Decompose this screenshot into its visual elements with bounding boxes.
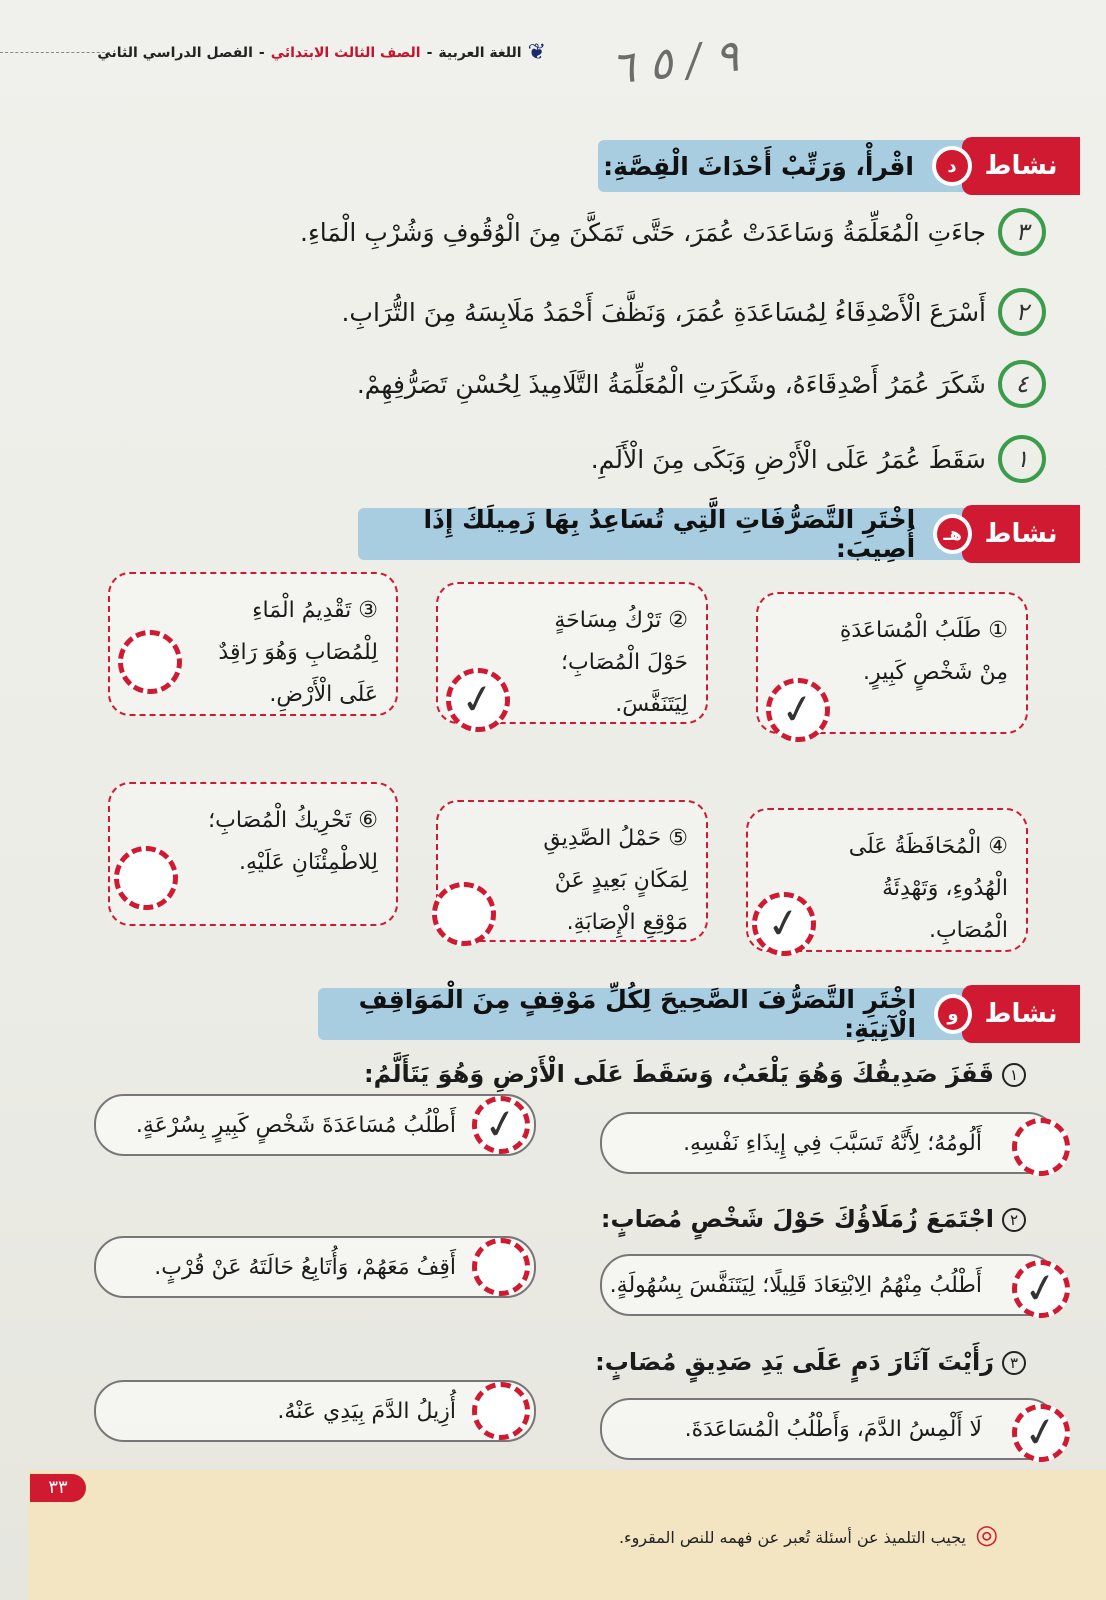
answer-circle[interactable] [766, 678, 830, 742]
activity-h-title: اخْتَرِ التَّصَرُّفَاتِ الَّتِي تُسَاعِدُ بِهَا زَمِيلَكَ إِذَا أُصِيبَ: [423, 505, 916, 563]
order-number-circle[interactable]: ٢ [998, 288, 1046, 336]
activity-w-band [318, 985, 1078, 1043]
activity-badge: نشاط [962, 505, 1080, 563]
choice-card-text: ⑥ تَحْرِيكُ الْمُصَابِ؛ لِلاطْمِئْنَانِ عَلَيْهِ. [208, 808, 378, 875]
question [364, 1060, 1026, 1088]
order-number-circle[interactable]: ١ [998, 435, 1046, 483]
option-pill [600, 1398, 1062, 1460]
activity-letter: د [932, 146, 972, 186]
check-mark-icon: ✓ [1020, 1263, 1062, 1315]
activity-d-band [598, 140, 1078, 192]
choice-card [746, 808, 1028, 952]
activity-w-title: اخْتَرِ التَّصَرُّفَ الصَّحِيحَ لِكُلِّ مَوْقِفٍ مِنَ الْمَوَاقِفِ الْآتِيَةِ: [358, 985, 917, 1043]
option-pill [94, 1380, 536, 1442]
choice-card-text: ⑤ حَمْلُ الصَّدِيقِ لِمَكَانٍ بَعِيدٍ عَنْ مَوْقِعِ الْإِصَابَةِ. [543, 826, 688, 935]
answer-circle[interactable] [114, 846, 178, 910]
header-term: الفصل الدراسي الثاني [97, 44, 253, 61]
option-pill [94, 1094, 536, 1156]
answer-circle[interactable] [752, 892, 816, 956]
header-sep: - [258, 44, 265, 61]
answer-circle[interactable] [472, 1238, 530, 1296]
choice-card [436, 800, 708, 942]
option-pill [600, 1112, 1058, 1174]
choice-card [436, 582, 708, 724]
activity-badge: نشاط [962, 985, 1080, 1043]
question [595, 1348, 1026, 1376]
order-number-circle[interactable]: ٤ [998, 360, 1046, 408]
order-item-text: أَسْرَعَ الْأَصْدِقَاءُ لِمُسَاعَدَةِ عُمَرَ، وَنَظَّفَ أَحْمَدُ مَلَابِسَهُ مِنَ التُّرَابِ. [341, 297, 986, 327]
order-item [300, 208, 1046, 256]
handwritten-note: ٩ / ٥ ٦ [608, 30, 742, 95]
check-mark-icon: ✓ [777, 684, 819, 736]
page-number: ٣٣ [30, 1474, 86, 1502]
activity-h-band [358, 505, 1078, 563]
activity-d-title: اقْرأْ، وَرَتِّبْ أَحْدَاثَ الْقِصَّةِ: [603, 151, 914, 181]
answer-circle[interactable] [1012, 1118, 1070, 1176]
option-pill [94, 1236, 536, 1298]
activity-letter: و [934, 994, 972, 1034]
question-number: ٣ [1002, 1351, 1026, 1375]
header-sep: - [426, 44, 433, 61]
header-grade: الصف الثالث الابتدائي [270, 44, 421, 61]
option-text: أَقِفُ مَعَهُمْ، وَأُتَابِعُ حَالَتَهُ عَنْ قُرْبٍ. [154, 1254, 456, 1280]
question-text: رَأَيْتَ آثَارَ دَمٍ عَلَى يَدِ صَدِيقٍ مُصَابٍ: [595, 1348, 994, 1376]
activity-badge: نشاط [962, 137, 1080, 195]
question-number: ٢ [1002, 1208, 1026, 1232]
question [601, 1205, 1026, 1233]
order-item-text: سَقَطَ عُمَرُ عَلَى الْأَرْضِ وَبَكَى مِنَ الْأَلَمِ. [590, 444, 986, 474]
answer-circle[interactable] [472, 1382, 530, 1440]
answer-circle[interactable] [472, 1096, 530, 1154]
choice-card [108, 782, 398, 926]
book-logo-icon: ❦ [527, 40, 546, 65]
choice-card [756, 592, 1028, 734]
option-text: لَا أَلْمِسُ الدَّمَ، وَأَطْلُبُ الْمُسَاعَدَةَ. [684, 1416, 982, 1442]
target-icon: ◎ [975, 1520, 998, 1550]
order-item [341, 288, 1046, 336]
order-item [591, 435, 1046, 483]
answer-circle[interactable] [1012, 1404, 1070, 1462]
check-mark-icon: ✓ [763, 898, 805, 950]
activity-letter: هـ [933, 514, 972, 554]
answer-circle[interactable] [1012, 1260, 1070, 1318]
check-mark-icon: ✓ [457, 674, 499, 726]
choice-card-text: ② تَرْكُ مِسَاحَةٍ حَوْلَ الْمُصَابِ؛ لِيَتَنَفَّسَ. [554, 608, 688, 717]
option-pill [600, 1254, 1062, 1316]
order-item-text: شَكَرَ عُمَرُ أَصْدِقَاءَهُ، وشَكَرَتِ الْمُعَلِّمَةُ التَّلَامِيذَ لِحُسْنِ تَصَرُّفِهِمْ. [356, 369, 986, 399]
option-text: أَلُومُهُ؛ لِأَنَّهُ تَسَبَّبَ فِي إِيذَاءِ نَفْسِهِ. [683, 1130, 982, 1156]
option-text: أَطْلُبُ مُسَاعَدَةَ شَخْصٍ كَبِيرٍ بِسُرْعَةٍ. [135, 1112, 456, 1138]
check-mark-icon: ✓ [1020, 1407, 1062, 1459]
question-text: قَفَزَ صَدِيقُكَ وَهُوَ يَلْعَبُ، وَسَقَطَ عَلَى الْأَرْضِ وَهُوَ يَتَأَلَّمُ: [364, 1060, 994, 1088]
answer-circle[interactable] [118, 630, 182, 694]
question-text: اجْتَمَعَ زُمَلَاؤُكَ حَوْلَ شَخْصٍ مُصَابٍ: [600, 1205, 994, 1233]
check-mark-icon: ✓ [480, 1099, 522, 1151]
choice-card-text: ④ الْمُحَافَظَةُ عَلَى الْهُدُوءِ، وَتَهْدِئَةُ الْمُصَابِ. [848, 834, 1008, 943]
order-number-circle[interactable]: ٣ [998, 208, 1046, 256]
answer-circle[interactable] [446, 668, 510, 732]
choice-card-text: ① طَلَبُ الْمُسَاعَدَةِ مِنْ شَخْصٍ كَبِيرٍ. [839, 618, 1008, 685]
order-item-text: جاءَتِ الْمُعَلِّمَةُ وَسَاعَدَتْ عُمَرَ، حَتَّى تَمَكَّنَ مِنَ الْوُقُوفِ وَشُرْبِ الْمَاءِ. [300, 217, 986, 247]
page-header [97, 40, 546, 65]
choice-card [108, 572, 398, 716]
header-divider [0, 52, 110, 53]
option-text: أُزِيلُ الدَّمَ بِيَدِي عَنْهُ. [277, 1398, 456, 1424]
answer-circle[interactable] [432, 882, 496, 946]
footer-note: يجيب التلميذ عن أسئلة تُعبر عن فهمه للنص المقروء. [618, 1528, 966, 1547]
header-subject: اللغة العربية [438, 44, 522, 61]
option-text: أَطْلُبُ مِنْهُمُ الِابْتِعَادَ قَلِيلًا؛ لِيَتَنَفَّسَ بِسُهُولَةٍ. [609, 1272, 982, 1298]
order-item [357, 360, 1046, 408]
question-number: ١ [1002, 1063, 1026, 1087]
choice-card-text: ③ تَقْدِيمُ الْمَاءِ لِلْمُصَابِ وَهُوَ رَاقِدٌ عَلَى الْأَرْضِ. [218, 598, 378, 707]
